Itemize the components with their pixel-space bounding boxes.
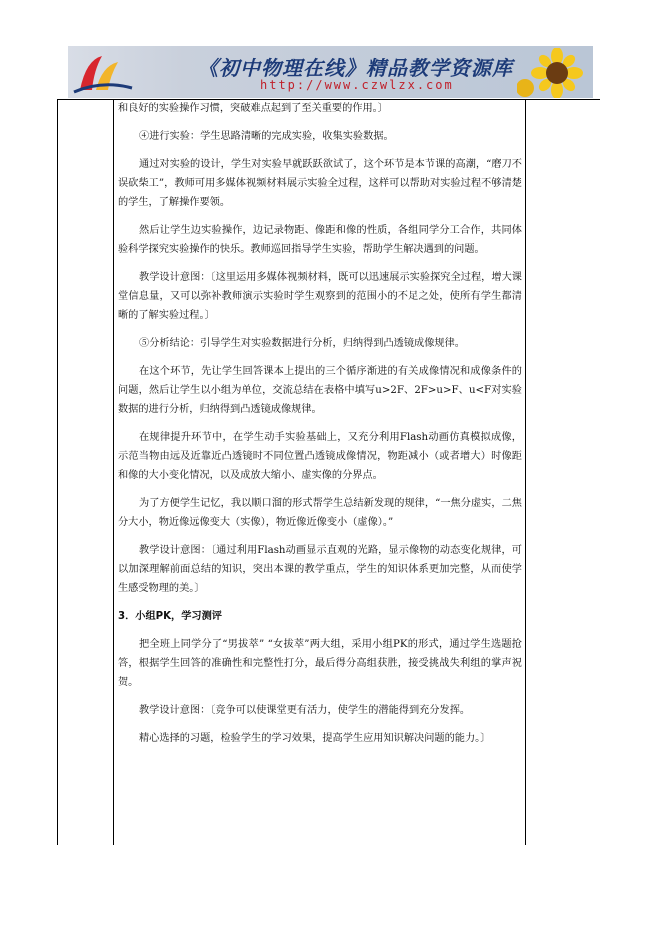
paragraph: 教学设计意图：〔竞争可以使课堂更有活力，使学生的潜能得到充分发挥。 xyxy=(139,705,471,716)
paragraph: 为了方便学生记忆，我以顺口溜的形式帮学生总结新发现的规律，“一焦分虚实，二焦分大小，物近像远像变大（实像），物近像近像变小（虚像）。” xyxy=(118,498,522,528)
paragraph: 精心选择的习题，检验学生的学习效果，提高学生应用知识解决问题的能力。〕 xyxy=(139,733,491,744)
paragraph: 教学设计意图：〔这里运用多媒体视频材料，既可以迅速展示实验探究全过程，增大课堂信息量，又可以弥补教师演示实验时学生观察到的范围小的不足之处，使所有学生都清晰的了解实验过程。〕 xyxy=(118,272,522,321)
paragraph: 教学设计意图：〔通过利用Flash动画显示直观的光路，显示像物的动态变化规律，可以加深理解前面总结的知识，突出本课的教学重点，学生的知识体系更加完整，从而使学生感受物理的美。〕 xyxy=(118,545,522,594)
paragraph: 通过对实验的设计，学生对实验早就跃跃欲试了，这个环节是本节课的高潮，“磨刀不误砍柴工”，教师可用多媒体视频材料展示实验全过程，这样可以帮助对实验过程不够清楚的学生，了解操作要领。 xyxy=(118,159,522,208)
table-right-border xyxy=(525,99,526,845)
banner-title: 《初中物理在线》精品教学资源库 xyxy=(198,56,513,80)
table-left-border xyxy=(57,99,58,845)
section-heading: 3．小组PK，学习测评 xyxy=(118,611,222,622)
paragraph: 然后让学生边实验操作，边记录物距、像距和像的性质，各组同学分工合作，共同体验科学探究实验操作的快乐。教师巡回指导学生实验，帮助学生解决遇到的问题。 xyxy=(118,225,522,255)
sunflower-icon xyxy=(517,48,587,98)
logo-icon xyxy=(72,50,134,96)
paragraph: 在规律提升环节中，在学生动手实验基础上，又充分利用Flash动画仿真模拟成像，示范当物由远及近靠近凸透镜时不同位置凸透镜成像情况，物距减小（或者增大）时像距和像的大小变化情况，以及成放大缩小、虚实像的分界点。 xyxy=(118,432,522,481)
document-body xyxy=(118,99,522,757)
paragraph: 在这个环节，先让学生回答课本上提出的三个循序渐进的有关成像情况和成像条件的问题，然后让学生以小组为单位，交流总结在表格中填写u>2F、2F>u>F、u<F对实验数据的进行分析，归纳得到凸透镜成像规律。 xyxy=(118,366,522,415)
paragraph: 和良好的实验操作习惯，突破难点起到了至关重要的作用。〕 xyxy=(118,103,388,114)
banner-url[interactable]: http://www.czwlzx.com xyxy=(260,78,454,92)
paragraph: 把全班上同学分了“男拔萃” “女拔萃”两大组，采用小组PK的形式，通过学生选题抢答，根据学生回答的准确性和完整性打分，最后得分高组获胜，接受挑战失利组的掌声祝贺。 xyxy=(118,639,522,688)
paragraph: ④进行实验：学生思路清晰的完成实验，收集实验数据。 xyxy=(139,131,394,142)
paragraph: ⑤分析结论：引导学生对实验数据进行分析，归纳得到凸透镜成像规律。 xyxy=(139,338,465,349)
table-column-divider xyxy=(113,99,114,845)
header-banner xyxy=(68,46,593,98)
